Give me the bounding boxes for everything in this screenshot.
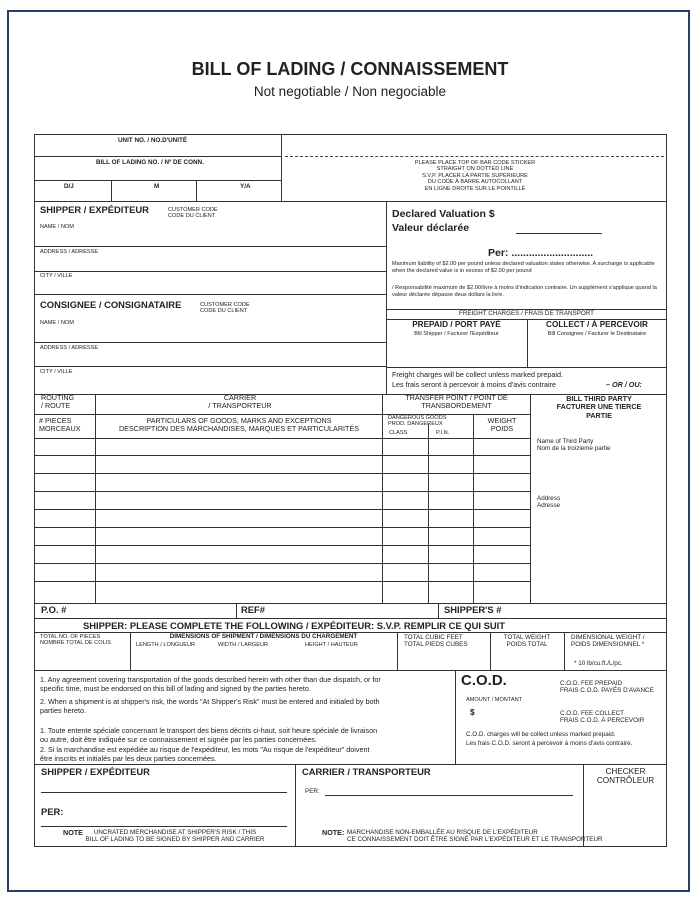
shipper-note-text: UNCRATED MERCHANDISE AT SHIPPER'S RISK / THIS BILL OF LADING TO BE SIGNED BY SHIPPER AND CARRIER (85, 829, 265, 844)
item-row-line (34, 509, 530, 510)
width-label: WIDTH / LARGEUR (218, 642, 269, 648)
carrier-note-text: MARCHANDISE NON-EMBALLÉE AU RISQUE DE L'EXPÉDITEUR CE CONNAISSEMENT DOIT ÊTRE SIGNÉ PAR L'EXPÉDITEUR ET LE TRANSPORTEUR (347, 829, 603, 844)
item-row-line (34, 455, 530, 456)
item-row-line (34, 545, 530, 546)
prepaid-label: PREPAID / PORT PAYÉ (412, 320, 501, 329)
valeur-declaree-label: Valeur déclarée (392, 222, 470, 234)
pieces-header: # PIECES MORCEAUX (39, 416, 81, 434)
collect-sub: Bill Consignee / Facturer le Destinataire (547, 331, 647, 337)
date-month-label: M (154, 183, 160, 190)
carrier-note-label: NOTE: (322, 828, 345, 837)
freight-note-en: Freight charges will be collect unless marked prepaid. (392, 370, 563, 379)
po-label: P.O. # (41, 604, 67, 615)
shipper-address-label: ADDRESS / ADRESSE (40, 249, 99, 255)
routing-label: ROUTING / ROUTE (41, 393, 75, 411)
checker-label: CHECKER CONTRÔLEUR (596, 767, 655, 786)
dimensional-ratio: * 10 lb/cu.ft./L/pc. (574, 660, 623, 667)
barcode-instructions: PLEASE PLACE TOP OF BAR CODE STICKER STRAIGHT ON DOTTED LINE S.V.P. PLACER LA PARTIE SUPÉRIEURE DU CODE À BARRE AUTOCOLLANT EN LIGNE DROITE SUR LE POINTILLÉ (414, 160, 536, 192)
valuation-text-fr: / Responsabilité maximum de $2.00/livre à moins d'indication contraire. Un supplément s'applique quand la valeur déclarée dépasse deux dollars la livre. (392, 285, 657, 299)
terms-en-1: 1. Any agreement covering transportation of the goods described herein with other than due dispatch, or for specific time, must be endorsed on this bill of lading and signed by the parties hereto. (40, 675, 381, 693)
consignee-city-label: CITY / VILLE (40, 369, 73, 375)
length-label: LENGTH / LONGUEUR (136, 642, 196, 648)
terms-fr-2: 2. Si la marchandise est expédiée au risque de l'expéditeur, les mots "Au risque de l'expéditeur" doivent être inscrits et initialés par les deux parties concernées. (40, 745, 370, 763)
consignee-name-label: NAME / NOM (40, 320, 74, 326)
item-row-line (34, 527, 530, 528)
carrier-per-line (325, 795, 573, 796)
shipper-per-line (41, 826, 287, 827)
item-row-line (34, 563, 530, 564)
valuation-per: Per: ............................ (488, 247, 594, 259)
cod-dollar: $ (470, 708, 475, 717)
document-subtitle: Not negotiable / Non negociable (253, 84, 447, 99)
declared-valuation-label: Declared Valuation $ (392, 208, 495, 220)
carrier-label: CARRIER / TRANSPORTEUR (208, 393, 272, 411)
bill-third-party-heading: BILL THIRD PARTY FACTURER UNE TIERCE PARTIE (556, 394, 642, 420)
consignee-customer-code: CUSTOMER CODE CODE DU CLIENT (200, 302, 250, 315)
item-row-line (34, 581, 530, 582)
valuation-text-en: Maximum liability of $2.00 per pound unless declared valuation states otherwise. A surcharge is applicable when the declared value is in excess of $2.00 per pound (392, 261, 655, 275)
footer-carrier-heading: CARRIER / TRANSPORTEUR (302, 766, 431, 777)
freight-note-fr: Les frais seront à percevoir à moins d'avis contraire (392, 380, 556, 389)
unit-no-label: UNIT NO. / NO.D'UNITÉ (118, 137, 188, 144)
cod-amount-label: AMOUNT / MONTANT (466, 697, 523, 703)
class-header: CLASS (389, 430, 408, 436)
cod-heading: C.O.D. (461, 672, 507, 689)
document-title: BILL OF LADING / CONNAISSEMENT (191, 59, 509, 79)
barcode-dotted-line (285, 156, 664, 157)
declared-valuation-line (516, 233, 602, 234)
cod-fee-prepaid: C.O.D. FEE PREPAID FRAIS C.O.D. PAYÉS D'AVANCE (560, 680, 654, 695)
footer-shipper-heading: SHIPPER / EXPÉDITEUR (41, 766, 150, 777)
height-label: HEIGHT / HAUTEUR (305, 642, 358, 648)
dimensional-weight-label: DIMENSIONAL WEIGHT / POIDS DIMENSIONNEL * (571, 634, 645, 649)
shipper-name-label: NAME / NOM (40, 224, 74, 230)
item-row-line (34, 491, 530, 492)
particulars-header: PARTICULARS OF GOODS, MARKS AND EXCEPTIONS DESCRIPTION DES MARCHANDISES, MARQUES ET PARTICULARITÉS (118, 416, 360, 434)
carrier-per-label: PER: (305, 788, 320, 795)
prepaid-sub: Bill Shipper / Facturer l'Expéditeur (414, 331, 499, 337)
shipper-note-label: NOTE (63, 828, 83, 837)
pin-header: P.I.N. (436, 430, 450, 436)
cod-note: C.O.D. charges will be collect unless marked prepaid. Les frais C.O.D. seront à percevoir à moins d'avis contraire. (466, 731, 633, 747)
ref-label: REF# (241, 604, 265, 615)
transfer-point-label: TRANSFER POINT / POINT DE TRANSBORDEMENT (405, 393, 508, 411)
shipper-customer-code: CUSTOMER CODE CODE DU CLIENT (168, 207, 218, 220)
collect-label: COLLECT / À PERCEVOIR (546, 320, 648, 329)
third-party-address-label: Address Adresse (537, 495, 561, 510)
complete-heading: SHIPPER: PLEASE COMPLETE THE FOLLOWING / EXPÉDITEUR: S.V.P. REMPLIR CE QUI SUIT (83, 620, 505, 631)
cod-fee-collect: C.O.D. FEE COLLECT FRAIS C.O.D. À PERCEVOIR (560, 710, 645, 725)
total-pieces-label: TOTAL NO. OF PIECES NOMBRE TOTAL DE COLIS (40, 634, 111, 647)
total-weight-label: TOTAL WEIGHT POIDS TOTAL (503, 634, 551, 649)
terms-en-2: 2. When a shipment is at shipper's risk, the words "At Shipper's Risk" must be entered and initialed by both parties hereto. (40, 697, 380, 715)
third-party-name-label: Name of Third Party Nom de la troizieme partie (537, 438, 611, 453)
date-year-label: Y/A (240, 183, 251, 190)
item-row-line (34, 473, 530, 474)
shippers-number-label: SHIPPER'S # (444, 604, 502, 615)
consignee-heading: CONSIGNEE / CONSIGNATAIRE (40, 299, 182, 310)
date-day-label: D/J (64, 183, 74, 190)
shipper-per-label: PER: (41, 806, 64, 817)
weight-header: WEIGHT POIDS (487, 416, 517, 434)
dimensions-heading: DIMENSIONS OF SHIPMENT / DIMENSIONS DU CHARGEMENT (169, 633, 358, 640)
terms-fr-1: 1. Toute entente spéciale concernant le transport des biens décrits ci-haut, soit heure spéciale de livraison ou autre, doit être indiquée sur ce connaissement et signée par les parties concernées. (40, 726, 378, 744)
shipper-signature-line (41, 792, 287, 793)
freight-or: – OR / OU: (606, 380, 642, 389)
consignee-address-label: ADDRESS / ADRESSE (40, 345, 99, 351)
total-cubic-label: TOTAL CUBIC FEET TOTAL PIEDS CUBES (404, 634, 468, 649)
shipper-heading: SHIPPER / EXPÉDITEUR (40, 204, 149, 215)
shipper-city-label: CITY / VILLE (40, 273, 73, 279)
bol-no-label: BILL OF LADING NO. / Nº DE CONN. (96, 159, 204, 166)
dangerous-goods-header: DANGEROUS GOODS PROD. DANGEREUX (388, 415, 447, 428)
freight-charges-heading: FREIGHT CHARGES / FRAIS DE TRANSPORT (458, 310, 595, 317)
